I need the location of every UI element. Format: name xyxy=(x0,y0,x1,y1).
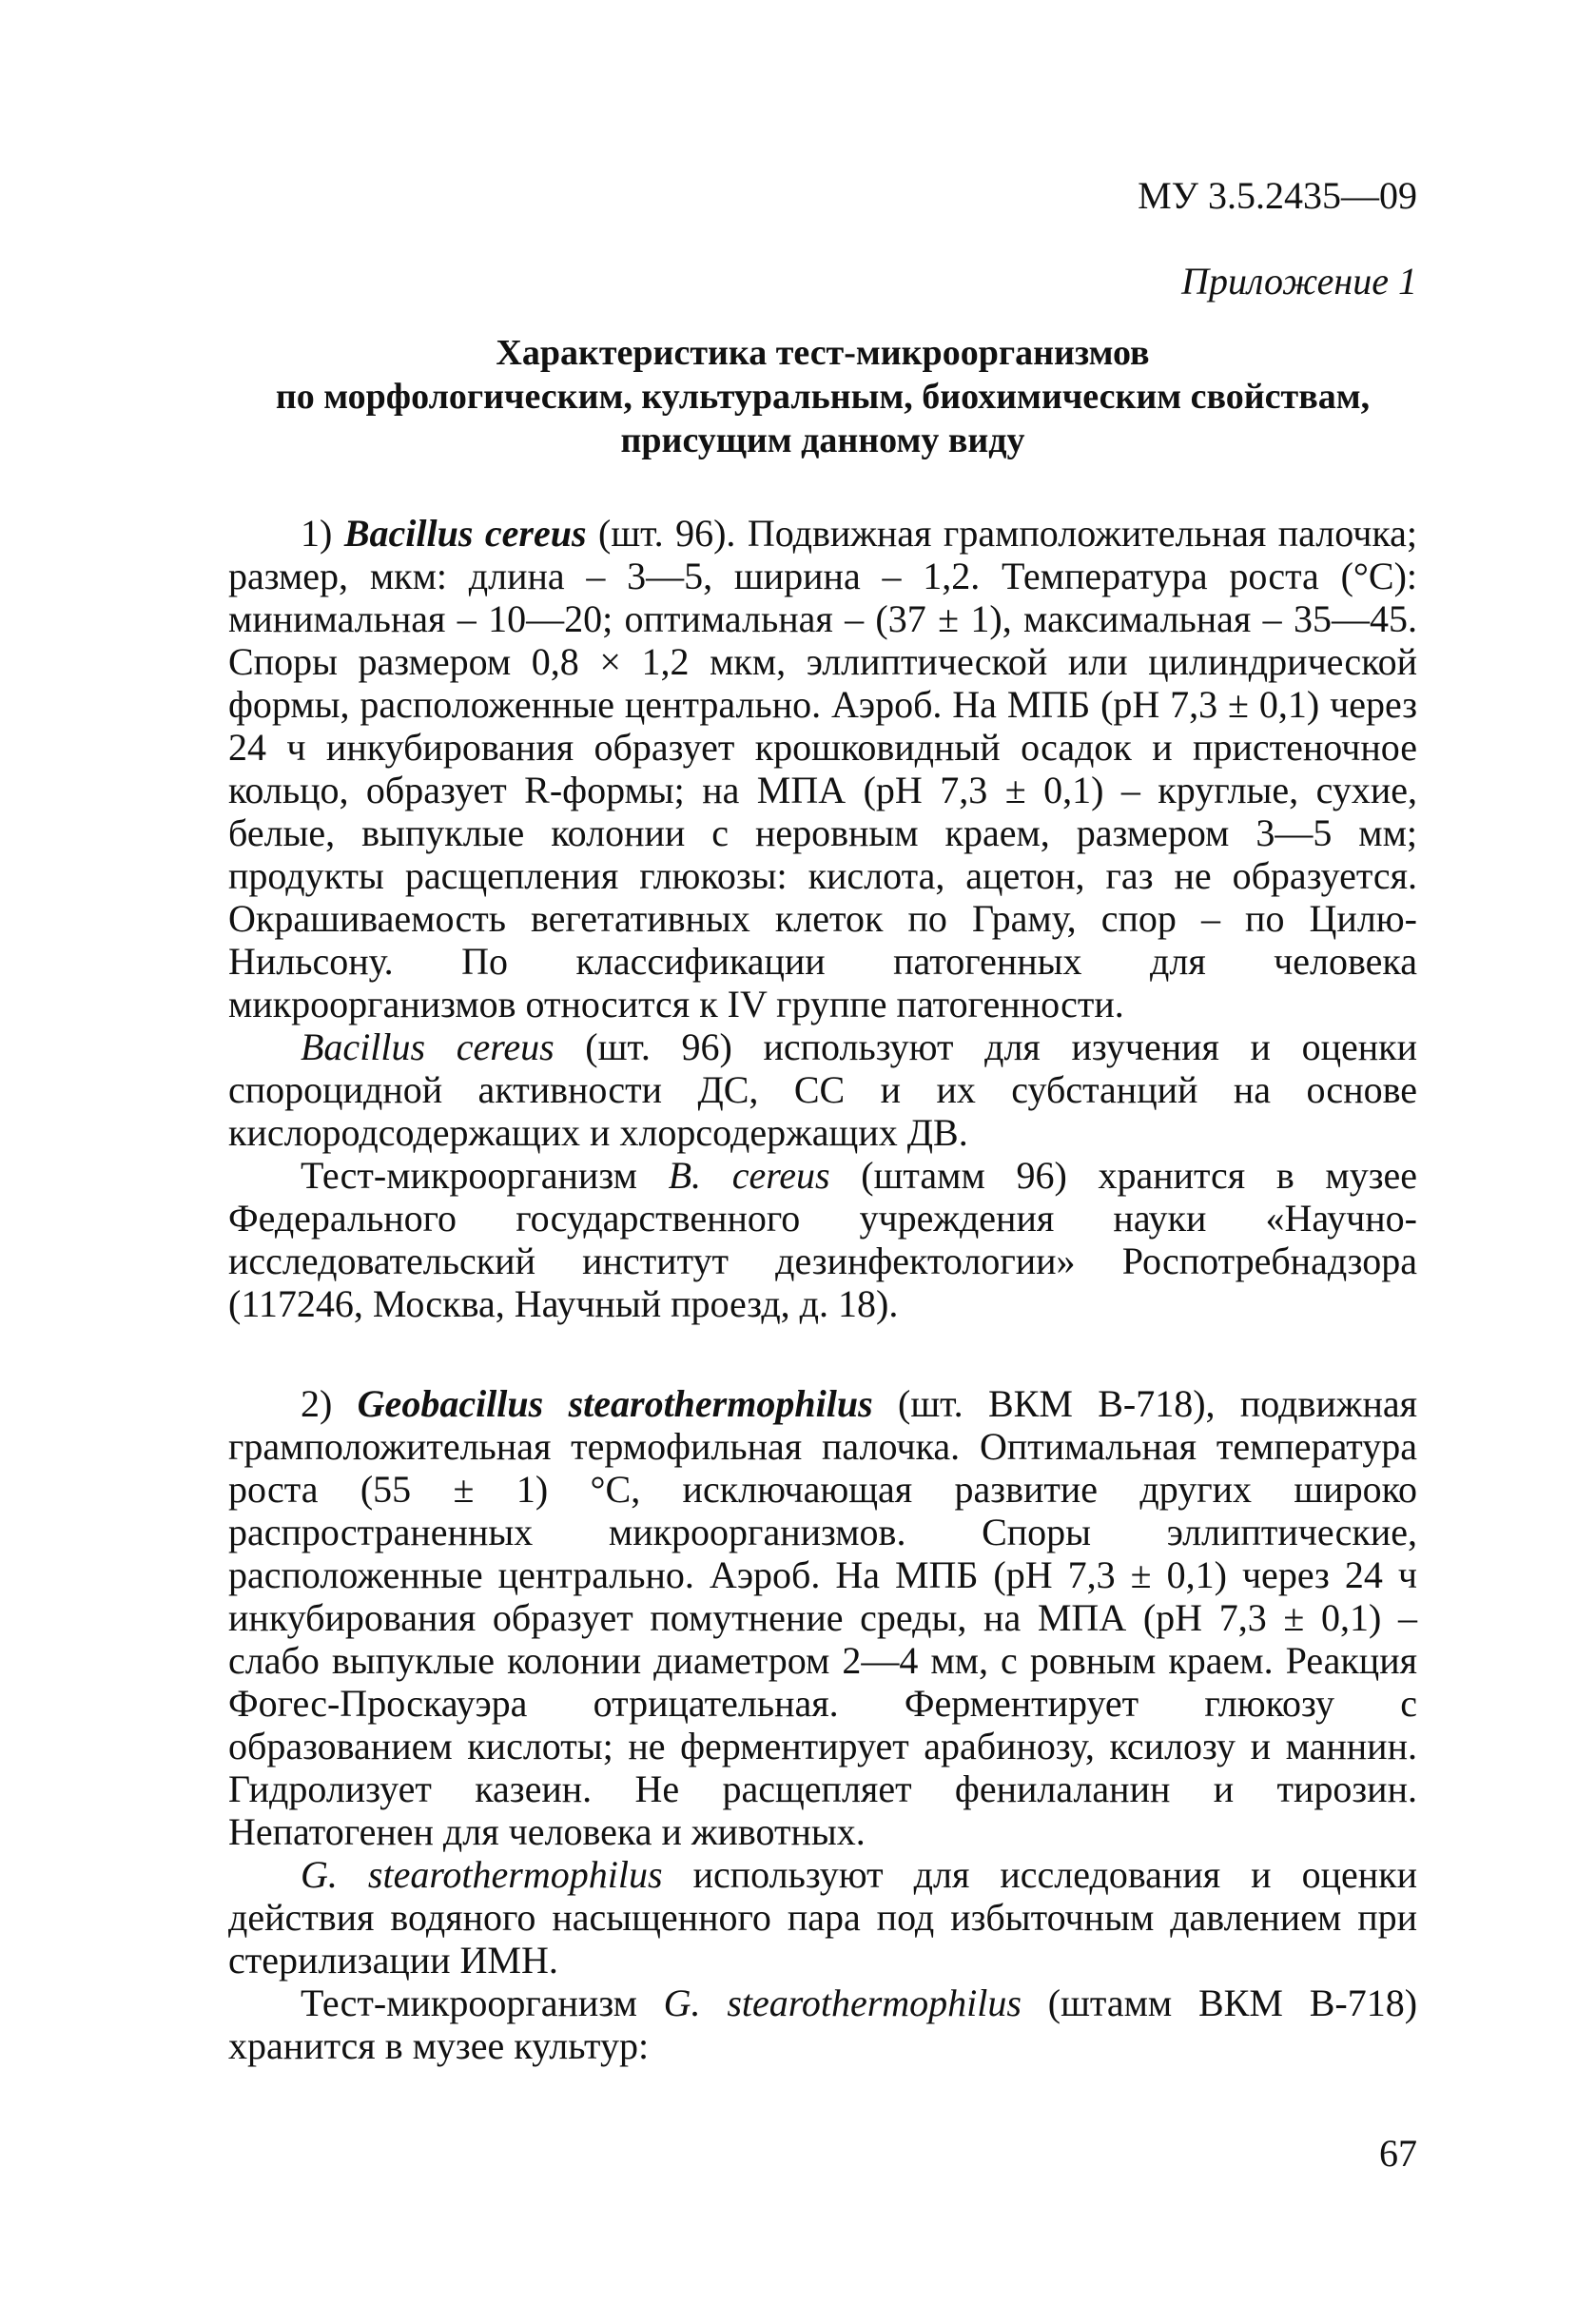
species-name-bacillus-cereus: Bacillus cereus xyxy=(343,512,587,555)
usage-text: (шт. 96) используют для изучения и оценки спороцидной активности ДС, СС и их субстанций на основе кислородсодержащих и хлорсодержащих ДВ. xyxy=(228,1025,1417,1154)
bacillus-cereus-usage xyxy=(228,1025,1417,1154)
geobacillus-description xyxy=(228,1382,1417,1853)
storage-prefix: Тест-микроорганизм xyxy=(301,1154,669,1197)
item-number-2: 2) xyxy=(301,1382,358,1425)
geobacillus-properties: (шт. ВКМ В-718), подвижная грамположительная термофильная палочка. Оптимальная температура роста (55 ± 1) °С, исключающая развитие других широко распространенных микроорганизмов. Споры эллиптические, расположенные центрально. Аэроб. На МПБ (pH 7,3 ± 0,1) через 24 ч инкубирования образует помутнение среды, на МПА (pH 7,3 ± 0,1) – слабо выпуклые колонии диаметром 2—4 мм, с ровным краем. Реакция Фогес-Проскауэра отрицательная. Ферментирует глюкозу с образованием кислоты; не ферментирует арабинозу, ксилозу и маннин. Гидролизует казеин. Не расщепляет фенилаланин и тирозин. Непатогенен для человека и животных. xyxy=(228,1382,1417,1853)
heading-line-2: по морфологическим, культуральным, биохимическим свойствам, xyxy=(275,377,1371,417)
storage-prefix: Тест-микроорганизм xyxy=(301,1982,664,2024)
bacillus-cereus-storage xyxy=(228,1154,1417,1325)
species-name-geobacillus: Geobacillus stearothermophilus xyxy=(357,1382,873,1425)
storage-text: (штамм ВКМ В-718) хранится в музее культур: xyxy=(228,1982,1418,2067)
heading-line-3: присущим данному виду xyxy=(620,420,1025,460)
bacillus-cereus-properties: (шт. 96). Подвижная грамположительная палочка; размер, мкм: длина – 3—5, ширина – 1,2. Температура роста (°С): минимальная – 10—20; оптимальная – (37 ± 1), максимальная – 35—45. Споры размером 0,8 × 1,2 мкм, эллиптической или цилиндрической формы, расположенные центрально. Аэроб. На МПБ (pH 7,3 ± 0,1) через 24 ч инкубирования образует крошковидный осадок и пристеночное кольцо, образует R-формы; на МПА (pH 7,3 ± 0,1) – круглые, сухие, белые, выпуклые колонии с неровным краем, размером 3—5 мм; продукты расщепления глюкозы: кислота, ацетон, газ не образуется. Окрашиваемость вегетативных клеток по Граму, спор – по Цилю-Нильсону. По классификации патогенных для человека микроорганизмов относится к IV группе патогенности. xyxy=(228,512,1418,1025)
appendix-label: Приложение 1 xyxy=(1181,260,1417,303)
geobacillus-storage xyxy=(228,1982,1417,2067)
geobacillus-usage xyxy=(228,1853,1417,1982)
item-number-1: 1) xyxy=(301,512,344,555)
species-name: G. stearothermophilus xyxy=(663,1982,1022,2024)
usage-text: используют для исследования и оценки действия водяного насыщенного пара под избыточным давлением при стерилизации ИМН. xyxy=(228,1853,1418,1982)
section-heading xyxy=(228,331,1417,462)
bacillus-cereus-description xyxy=(228,512,1417,1025)
species-name: Bacillus cereus xyxy=(301,1025,555,1068)
heading-line-1: Характеристика тест-микроорганизмов xyxy=(496,333,1150,373)
storage-text: (штамм 96) хранится в музее Федерального государственного учреждения науки «Научно-исследовательский институт дезинфектологии» Роспотребнадзора (117246, Москва, Научный проезд, д. 18). xyxy=(228,1154,1418,1325)
page-number: 67 xyxy=(1379,2132,1417,2175)
document-code: МУ 3.5.2435—09 xyxy=(1138,174,1417,217)
species-name: B. cereus xyxy=(668,1154,830,1197)
species-name: G. stearothermophilus xyxy=(301,1853,663,1896)
document-page xyxy=(228,171,1417,2067)
